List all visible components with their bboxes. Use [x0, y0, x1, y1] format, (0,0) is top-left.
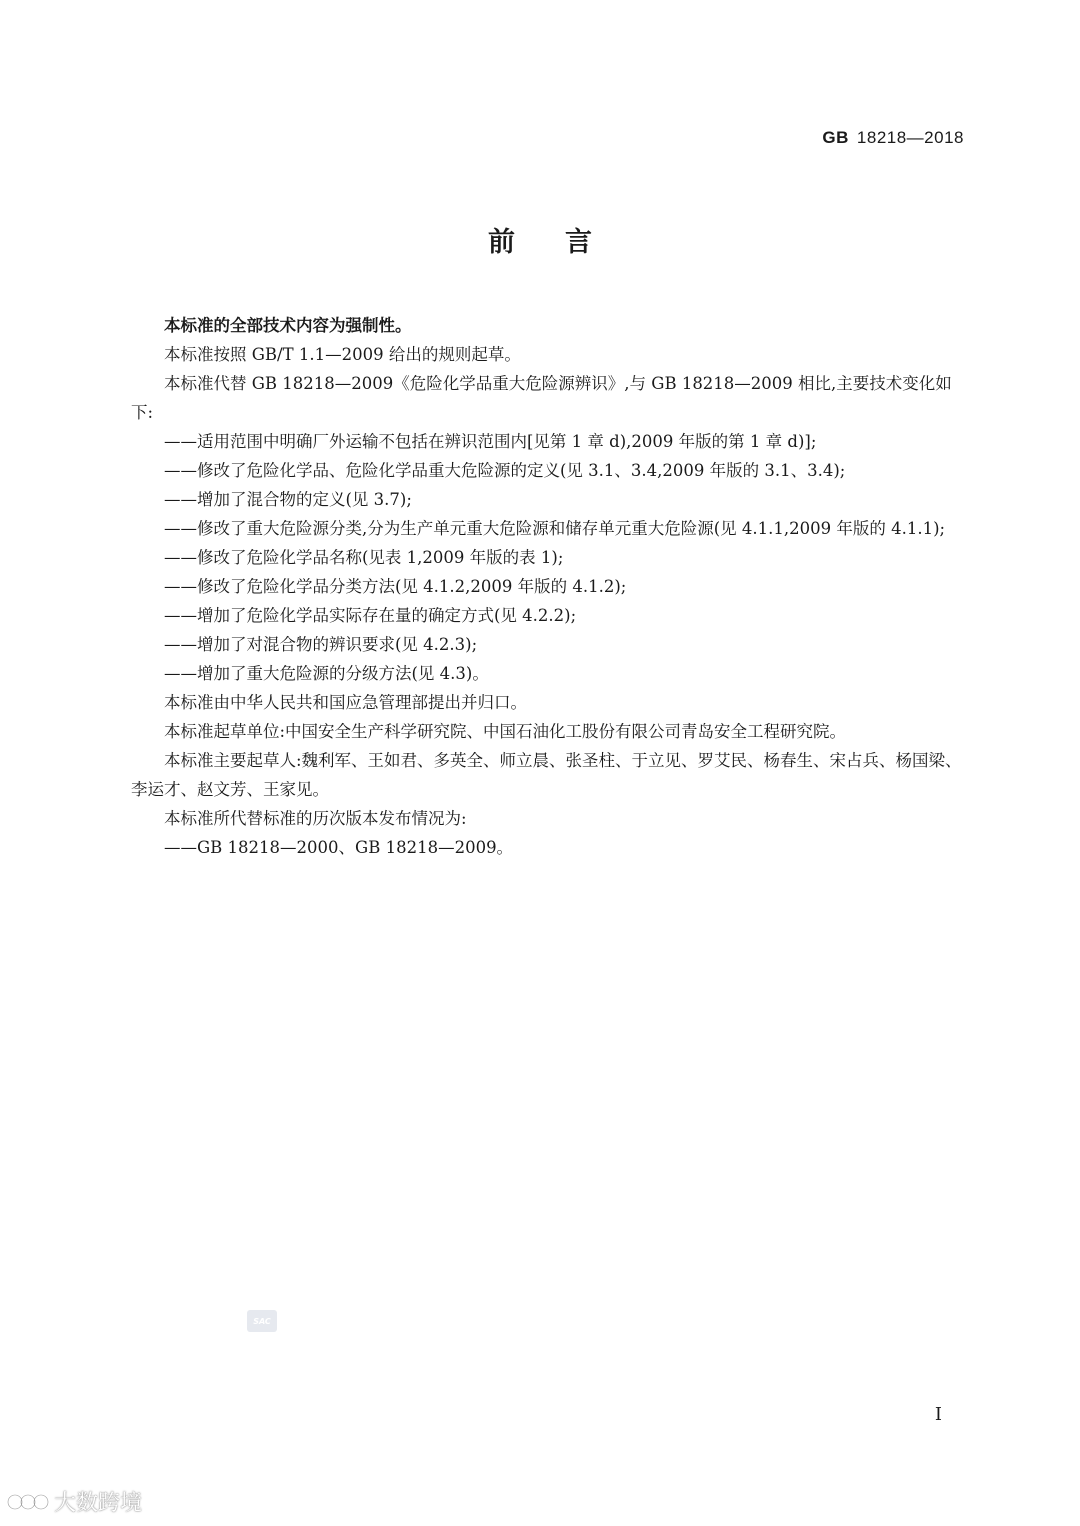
paragraph-replaces: 本标准代替 GB 18218—2009《危险化学品重大危险源辨识》,与 GB 18218—2009 相比,主要技术变化如下: [131, 374, 952, 422]
document-body [131, 311, 971, 862]
change-item: ——适用范围中明确厂外运输不包括在辨识范围内[见第 1 章 d),2009 年版的第 1 章 d)]; [164, 432, 817, 451]
paragraph-proposer: 本标准由中华人民共和国应急管理部提出并归口。 [164, 693, 527, 712]
change-item: ——增加了危险化学品实际存在量的确定方式(见 4.2.2); [164, 606, 577, 625]
paragraph-previous-versions: ——GB 18218—2000、GB 18218—2009。 [164, 838, 514, 857]
standard-number: 18218—2018 [856, 128, 964, 147]
watermark-text: 大数跨境 [54, 1491, 143, 1516]
paragraph-drafting-rules: 本标准按照 GB/T 1.1—2009 给出的规则起草。 [164, 345, 521, 364]
loop-logo-icon [6, 1491, 50, 1513]
paragraph-drafting-units: 本标准起草单位:中国安全生产科学研究院、中国石油化工股份有限公司青岛安全工程研究院。 [164, 722, 847, 741]
sac-logo: SAC [247, 1310, 277, 1332]
paragraph-mandatory: 本标准的全部技术内容为强制性。 [164, 316, 412, 335]
standard-code [822, 128, 964, 148]
change-item: ——增加了混合物的定义(见 3.7); [164, 490, 412, 509]
change-item: ——增加了重大危险源的分级方法(见 4.3)。 [164, 664, 489, 683]
change-item: ——增加了对混合物的辨识要求(见 4.2.3); [164, 635, 478, 654]
change-item: ——修改了危险化学品、危险化学品重大危险源的定义(见 3.1、3.4,2009 年版的 3.1、3.4); [164, 461, 846, 480]
standard-prefix: GB [822, 128, 849, 147]
change-item: ——修改了危险化学品名称(见表 1,2009 年版的表 1); [164, 548, 564, 567]
page-number: I [934, 1404, 942, 1425]
watermark [6, 1486, 142, 1517]
paragraph-history: 本标准所代替标准的历次版本发布情况为: [164, 809, 467, 828]
change-item: ——修改了危险化学品分类方法(见 4.1.2,2009 年版的 4.1.2); [164, 577, 627, 596]
paragraph-drafters: 本标准主要起草人:魏利军、王如君、多英全、师立晨、张圣柱、于立见、罗艾民、杨春生、宋占兵、杨国梁、李运才、赵文芳、王家见。 [131, 751, 962, 799]
page-title: 前言 [488, 227, 642, 258]
change-item: ——修改了重大危险源分类,分为生产单元重大危险源和储存单元重大危险源(见 4.1.1,2009 年版的 4.1.1); [164, 519, 946, 538]
